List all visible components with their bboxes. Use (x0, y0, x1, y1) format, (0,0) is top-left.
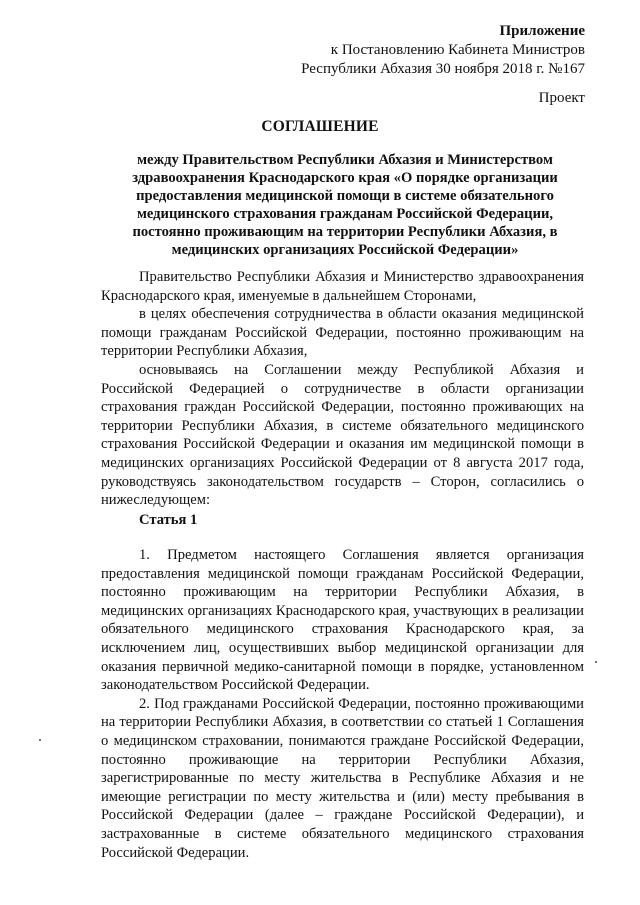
preamble-paragraph-3: основываясь на Соглашении между Республикой Абхазия и Российской Федерацией о сотрудничестве в области организации страхования граждан Российской Федерации, постоянно проживающих на территории Республики Абхазия, в системе обязательного медицинского страхования Российской Федерации и оказания им медицинской помощи в медицинских организациях Российской Федерации от 8 августа 2017 года, руководствуясь законодательством государств – Сторон, согласились о нижеследующем: (101, 361, 584, 509)
project-label: Проект (538, 90, 585, 106)
article-1-heading: Статья 1 (139, 512, 198, 528)
preamble (101, 268, 584, 510)
article-1-paragraph-2: 2. Под гражданами Российской Федерации, постоянно проживающими на территории Республики Абхазия, в соответствии со статьей 1 Соглашения о медицинском страховании, понимаются граждане Российской Федерации, постоянно проживающие на территории Республики Абхазия, зарегистрированные по месту жительства в Республике Абхазия и не имеющие регистрации по месту жительства и (или) месту пребывания в Российской Федерации (далее – граждане Российской Федерации), и застрахованные в системе обязательного медицинского страхования Российской Федерации. (101, 695, 584, 861)
scan-speck (39, 739, 41, 741)
article-1-paragraph-1: 1. Предметом настоящего Соглашения является организация предоставления медицинской помощи гражданам Российской Федерации, постоянно проживающим на территории Республики Абхазия, в медицинских организациях Краснодарского края, участвующих в реализации обязательного медицинского страхования Краснодарского края, за исключением лиц, осуществивших выбор медицинской организации для оказания первичной медико-санитарной помощи в порядке, установленном законодательством Российской Федерации. (101, 547, 584, 694)
preamble-paragraph-2: в целях обеспечения сотрудничества в области оказания медицинской помощи гражданам Российской Федерации, постоянно проживающим на территории Республики Абхазия, (101, 306, 584, 360)
appendix-line-1: к Постановлению Кабинета Министров (330, 42, 585, 58)
article-1-body (101, 546, 584, 862)
preamble-paragraph-1: Правительство Республики Абхазия и Министерство здравоохранения Краснодарского края, именуемые в дальнейшем Сторонами, (101, 269, 584, 304)
appendix-line-2: Республики Абхазия 30 ноября 2018 г. №167 (301, 61, 585, 77)
document-subtitle: между Правительством Республики Абхазия и Министерством здравоохранения Краснодарского края «О порядке организации предоставления медицинской помощи в системе обязательного медицинского страхования гражданам Российской Федерации, постоянно проживающим на территории Республики Абхазия, в медицинских организациях Российской Федерации» (132, 152, 558, 258)
appendix-block (301, 22, 585, 79)
document-title: СОГЛАШЕНИЕ (261, 118, 379, 135)
appendix-heading: Приложение (499, 23, 585, 39)
scan-speck (595, 661, 597, 663)
